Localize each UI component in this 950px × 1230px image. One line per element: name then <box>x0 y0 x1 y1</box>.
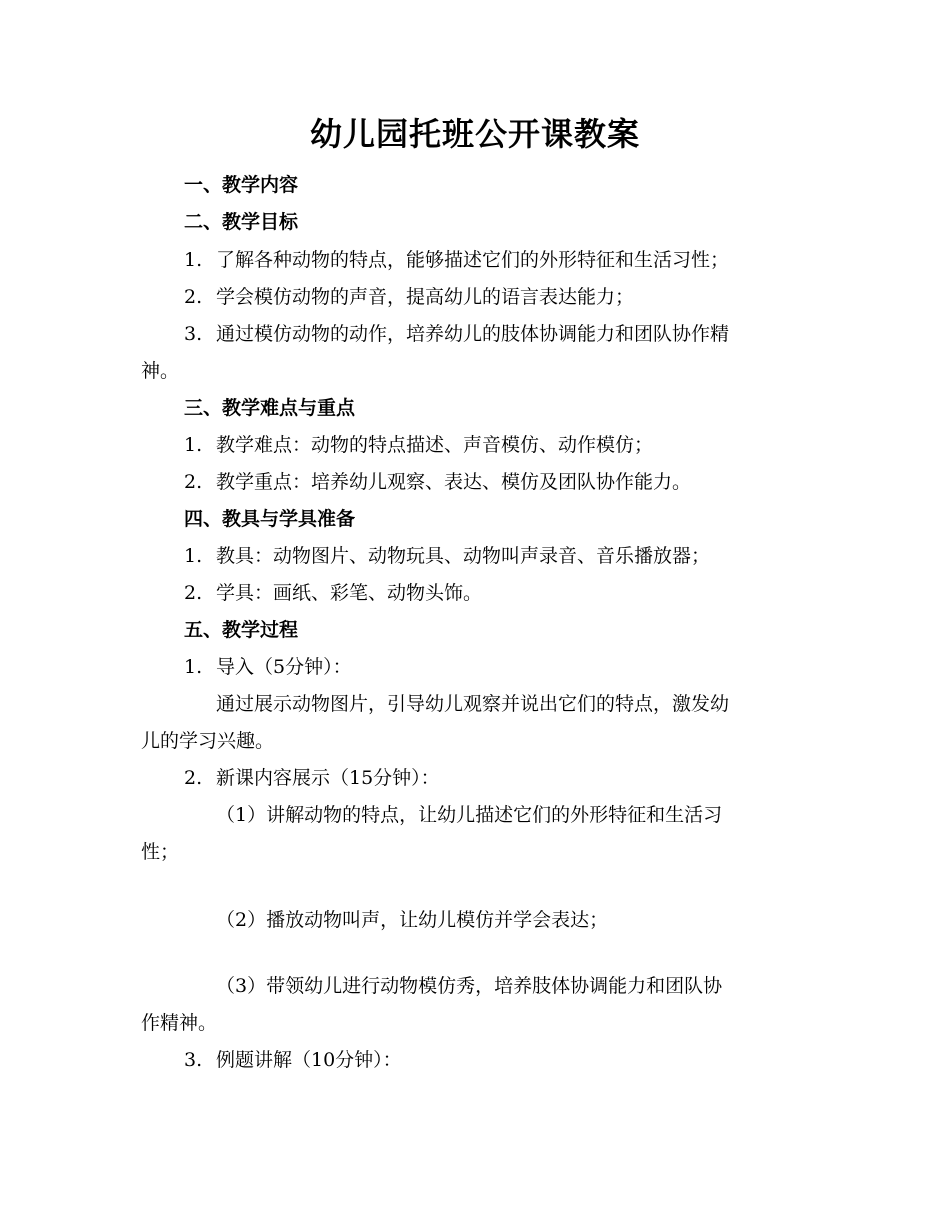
section-heading-difficulties: 三、教学难点与重点 <box>184 397 356 419</box>
item-number: 1. <box>184 249 203 271</box>
item-number: 3. <box>184 1049 203 1071</box>
process-step-2-subitem-3: （3）带领幼儿进行动物模仿秀，培养肢体协调能力和团队协 <box>216 975 723 997</box>
item-text: 学会模仿动物的声音，提高幼儿的语言表达能力； <box>216 286 635 308</box>
process-step-2 <box>184 764 440 792</box>
item-text: 导入（5分钟）： <box>216 656 352 678</box>
process-step-1 <box>184 653 352 681</box>
objective-item-3 <box>184 320 729 348</box>
item-number: 1. <box>184 545 203 567</box>
objective-item-1 <box>184 246 729 274</box>
materials-item-1 <box>184 542 710 570</box>
process-step-2-subitem-3-continuation: 作精神。 <box>141 1012 218 1034</box>
item-number: 3. <box>184 323 203 345</box>
section-heading-materials: 四、教具与学具准备 <box>184 508 356 530</box>
process-step-2-subitem-1: （1）讲解动物的特点，让幼儿描述它们的外形特征和生活习 <box>216 804 723 826</box>
item-text: 通过模仿动物的动作，培养幼儿的肢体协调能力和团队协作精 <box>216 323 730 345</box>
process-step-2-subitem-2: （2）播放动物叫声，让幼儿模仿并学会表达； <box>216 909 609 931</box>
difficulty-item-1 <box>184 431 653 459</box>
objective-item-2 <box>184 283 634 311</box>
item-number: 1. <box>184 434 203 456</box>
document-title: 幼儿园托班公开课教案 <box>309 115 640 153</box>
objective-item-3-continuation: 神。 <box>141 360 180 382</box>
item-number: 2. <box>184 582 203 604</box>
item-text: 教具：动物图片、动物玩具、动物叫声录音、音乐播放器； <box>216 545 711 567</box>
difficulty-item-2 <box>184 468 691 496</box>
item-text: 教学重点：培养幼儿观察、表达、模仿及团队协作能力。 <box>216 471 692 493</box>
item-text: 学具：画纸、彩笔、动物头饰。 <box>216 582 483 604</box>
item-text: 教学难点：动物的特点描述、声音模仿、动作模仿； <box>216 434 654 456</box>
item-text: 新课内容展示（15分钟）： <box>216 767 440 789</box>
process-step-2-subitem-1-continuation: 性； <box>141 841 180 863</box>
item-number: 1. <box>184 656 203 678</box>
item-number: 2. <box>184 286 203 308</box>
item-number: 2. <box>184 767 203 789</box>
item-text: 了解各种动物的特点，能够描述它们的外形特征和生活习性； <box>216 249 730 271</box>
process-step-1-paragraph-continuation: 儿的学习兴趣。 <box>141 730 275 752</box>
section-heading-objectives: 二、教学目标 <box>184 211 299 233</box>
item-text: 例题讲解（10分钟）： <box>216 1049 402 1071</box>
process-step-1-paragraph: 通过展示动物图片，引导幼儿观察并说出它们的特点，激发幼 <box>216 693 730 715</box>
section-heading-process: 五、教学过程 <box>184 619 299 641</box>
materials-item-2 <box>184 579 482 607</box>
section-heading-content: 一、教学内容 <box>184 174 299 196</box>
process-step-3 <box>184 1046 402 1074</box>
item-number: 2. <box>184 471 203 493</box>
